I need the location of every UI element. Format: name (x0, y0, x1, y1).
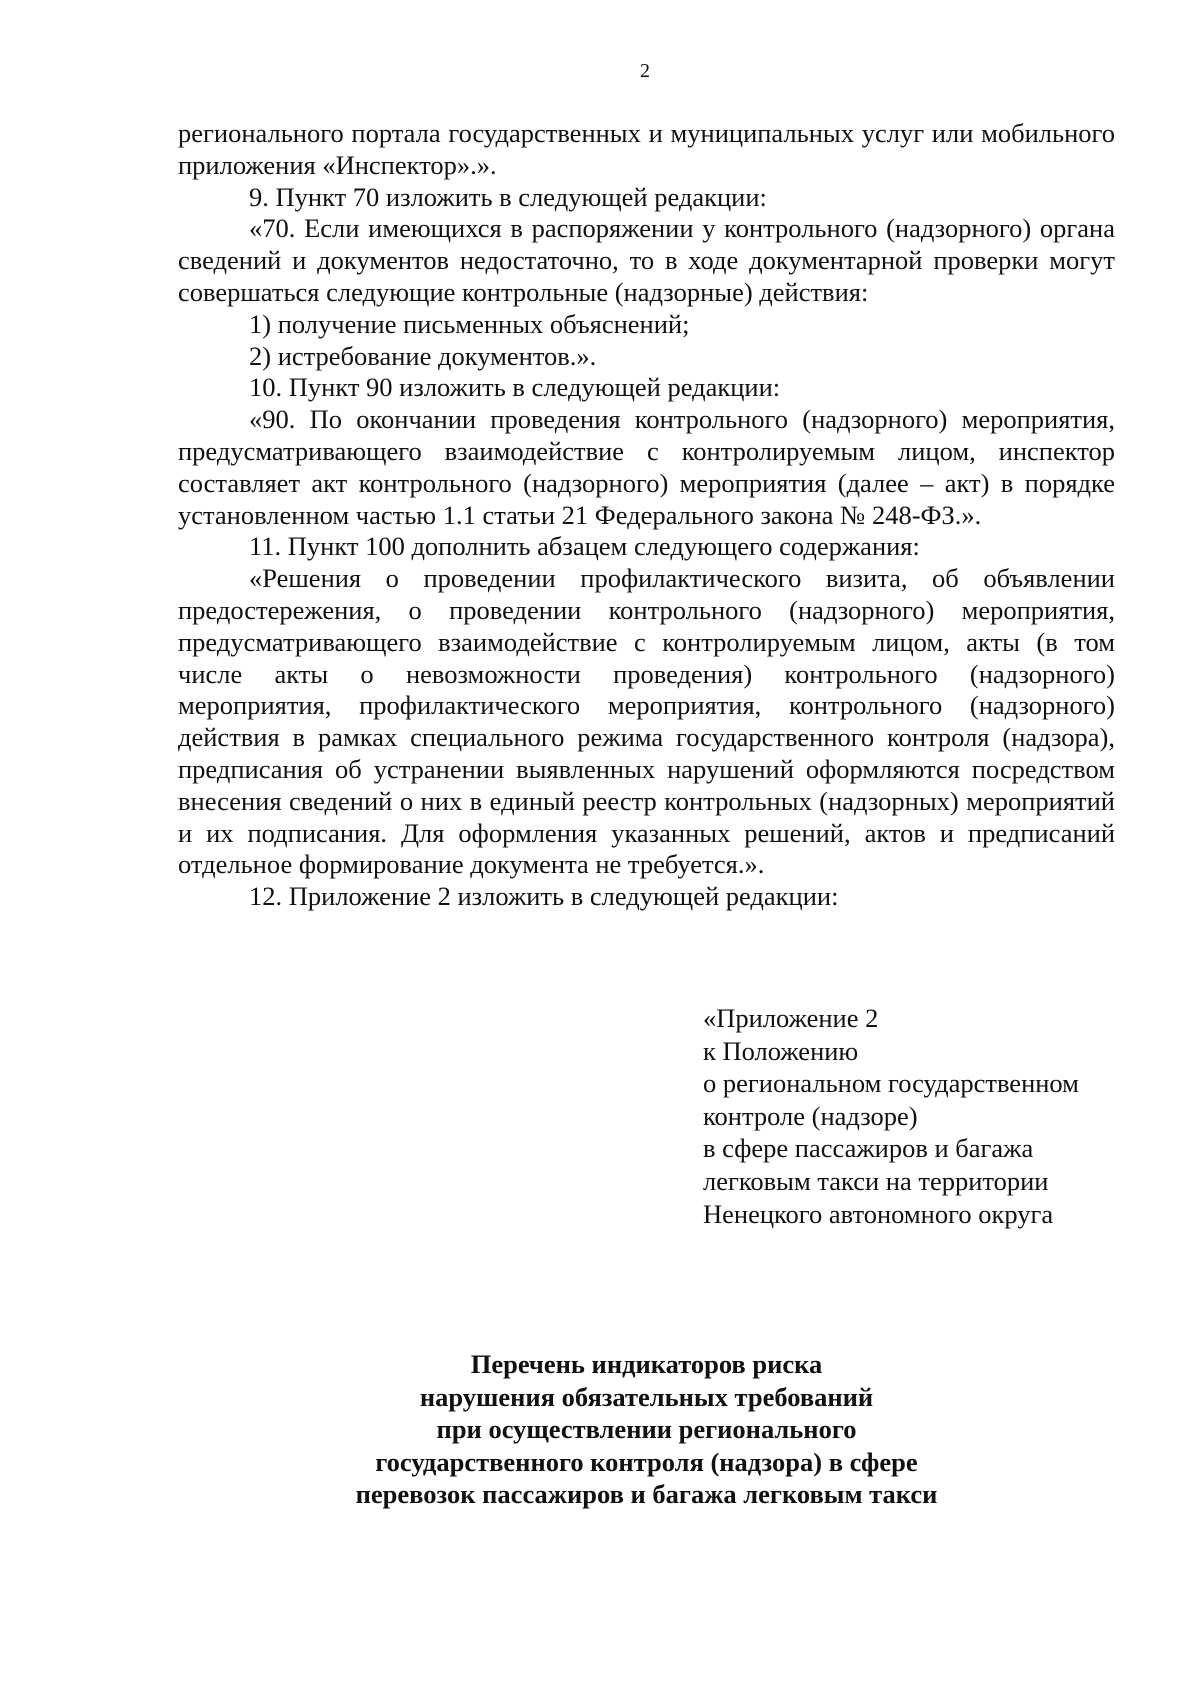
title-line: государственного контроля (надзора) в сфере (375, 1446, 918, 1477)
paragraph: 10. Пункт 90 изложить в следующей редакции: (249, 372, 781, 403)
paragraph: 11. Пункт 100 дополнить абзацем следующего содержания: (249, 531, 920, 562)
appendix-line: легковым такси на территории (703, 1165, 1049, 1196)
appendix-heading (703, 1002, 1143, 1230)
appendix-line: «Приложение 2 (703, 1003, 879, 1033)
paragraph: 1) получение письменных объяснений; (249, 308, 690, 339)
paragraph: 12. Приложение 2 изложить в следующей редакции: (249, 881, 839, 912)
paragraph: «90. По окончании проведения контрольного (надзорного) мероприятия, предусматривающего взаимодействие с контролируемым лицом, инспектор составляет акт контрольного (надзорного) мероприятия (далее – акт) в порядке установленном частью 1.1 статьи 21 Федерального закона № 248-ФЗ.». (178, 404, 1115, 530)
paragraph: 2) истребование документов.». (249, 340, 597, 371)
paragraph: «Решения о проведении профилактического визита, об объявлении предостережения, о проведении контрольного (надзорного) мероприятия, предусматривающего взаимодействие с контролируемым лицом, акты (в том числе акты о невозможности проведения) контрольного (надзорного) мероприятия, профилактического мероприятия, контрольного (надзорного) действия в рамках специального режима государственного контроля (надзора), предписания об устранении выявленных нарушений оформляются посредством внесения сведений о них в единый реестр контрольных (надзорных) мероприятий и их подписания. Для оформления указанных решений, актов и предписаний отдельное формирование документа не требуется.». (178, 563, 1115, 880)
paragraph: регионального портала государственных и муниципальных услуг или мобильного приложения «Инспектор».». (178, 118, 1115, 180)
document-body (178, 118, 1115, 913)
appendix-line: к Положению (703, 1035, 859, 1066)
appendix-line: о региональном государственном (703, 1068, 1079, 1099)
paragraph: «70. Если имеющихся в распоряжении у контрольного (надзорного) органа сведений и документов недостаточно, то в ходе документарной проверки могут совершаться следующие контрольные (надзорные) действия: (178, 213, 1115, 307)
title-line: перевозок пассажиров и багажа легковым такси (355, 1479, 938, 1510)
document-title (178, 1348, 1115, 1511)
title-line: нарушения обязательных требований (419, 1381, 874, 1412)
title-line: при осуществлении регионального (436, 1414, 857, 1445)
title-line: Перечень индикаторов риска (470, 1349, 823, 1379)
appendix-line: контроле (надзоре) (703, 1100, 918, 1131)
appendix-line: в сфере пассажиров и багажа (703, 1133, 1034, 1164)
appendix-line: Ненецкого автономного округа (703, 1198, 1054, 1229)
page-number: 2 (640, 60, 650, 82)
paragraph: 9. Пункт 70 изложить в следующей редакции: (249, 181, 767, 212)
